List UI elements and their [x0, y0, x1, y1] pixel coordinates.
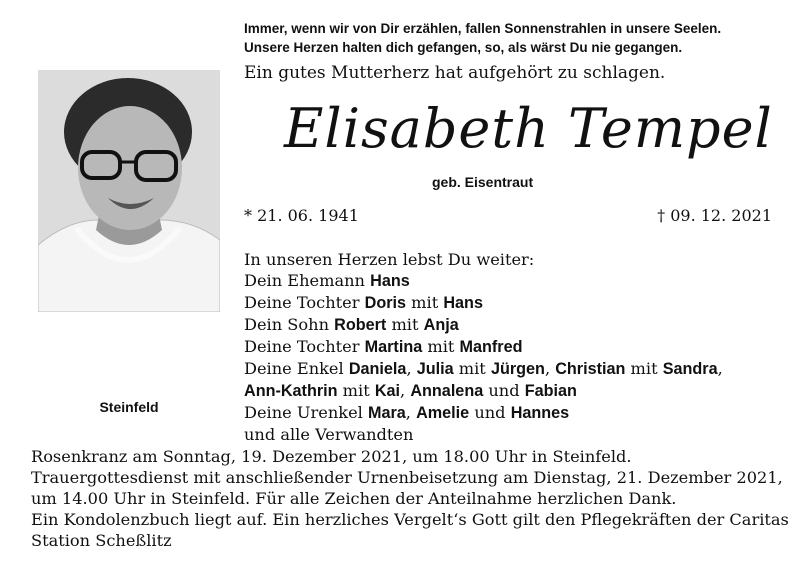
- name-bold: Christian: [555, 360, 626, 378]
- quote-line-2: Unsere Herzen halten dich gefangen, so, als wärst Du nie gegangen.: [244, 40, 683, 55]
- intro-line: Ein gutes Mutterherz hat aufgehört zu schlagen.: [244, 63, 666, 83]
- name-bold: Sandra: [662, 360, 718, 378]
- service-line-4: Ein Kondolenzbuch liegt auf. Ein herzliches Vergelt‘s Gott gilt den Pflegekräften der Caritas: [31, 510, 789, 529]
- text: ,: [717, 359, 723, 378]
- text: Deine Tochter: [244, 293, 365, 312]
- text: Dein Sohn: [244, 315, 335, 334]
- name-bold: Hans: [443, 294, 483, 312]
- name-bold: Ann-Kathrin: [244, 382, 338, 400]
- family-line-grandchildren-1: [244, 358, 723, 380]
- portrait-image: [38, 70, 220, 312]
- birth-date: * 21. 06. 1941: [244, 206, 359, 225]
- name-bold: Doris: [364, 294, 407, 312]
- name-bold: Annalena: [410, 382, 484, 400]
- name-bold: Martina: [364, 338, 423, 356]
- text: ,: [406, 359, 417, 378]
- service-line-5: Station Scheßlitz: [31, 531, 172, 550]
- service-line-1: Rosenkranz am Sonntag, 19. Dezember 2021, um 18.00 Uhr in Steinfeld.: [31, 447, 632, 466]
- family-list: [244, 249, 723, 445]
- location-label: Steinfeld: [99, 399, 159, 415]
- service-info: [31, 446, 791, 551]
- family-line-daughter-1: [244, 292, 723, 314]
- text: ,: [544, 359, 556, 378]
- text: und: [469, 403, 511, 422]
- name-bold: Fabian: [524, 382, 577, 400]
- portrait-photo: [38, 70, 220, 312]
- name-bold: Jürgen: [490, 360, 545, 378]
- name-bold: Hannes: [510, 404, 570, 422]
- family-intro: In unseren Herzen lebst Du weiter:: [244, 250, 535, 269]
- name-bold: Hans: [370, 272, 410, 290]
- name-bold: Julia: [416, 360, 454, 378]
- family-line-relatives: und alle Verwandten: [244, 425, 414, 444]
- name-bold: Kai: [374, 382, 401, 400]
- quote-line-1: Immer, wenn wir von Dir erzählen, fallen Sonnenstrahlen in unsere Seelen.: [244, 21, 722, 36]
- text: mit: [453, 359, 491, 378]
- text: ,: [400, 381, 411, 400]
- text: und: [483, 381, 525, 400]
- name-bold: Manfred: [459, 338, 523, 356]
- service-line-3: um 14.00 Uhr in Steinfeld. Für alle Zeichen der Anteilnahme herzlichen Dank.: [31, 489, 677, 508]
- death-date: † 09. 12. 2021: [657, 206, 772, 225]
- text: mit: [422, 337, 460, 356]
- text: mit: [337, 381, 375, 400]
- name-bold: Amelie: [416, 404, 470, 422]
- text: Deine Enkel: [244, 359, 349, 378]
- name-bold: Daniela: [348, 360, 407, 378]
- text: mit: [625, 359, 663, 378]
- family-line-great-grandchildren: [244, 402, 723, 424]
- text: mit: [406, 293, 444, 312]
- name-bold: Mara: [367, 404, 406, 422]
- text: ,: [405, 403, 417, 422]
- name-bold: Anja: [423, 316, 459, 334]
- text: Dein Ehemann: [244, 271, 371, 290]
- maiden-name: geb. Eisentraut: [432, 174, 534, 190]
- text: Deine Tochter: [244, 337, 365, 356]
- family-line-grandchildren-2: [244, 380, 723, 402]
- text: mit: [386, 315, 424, 334]
- text: Deine Urenkel: [244, 403, 368, 422]
- family-line-son: [244, 314, 723, 336]
- family-line-daughter-2: [244, 336, 723, 358]
- quote-block: [244, 19, 794, 57]
- service-line-2: Trauergottesdienst mit anschließender Urnenbeisetzung am Dienstag, 21. Dezember 2021,: [31, 468, 783, 487]
- family-line-spouse: [244, 270, 723, 292]
- deceased-name: Elisabeth Tempel: [284, 97, 773, 160]
- name-bold: Robert: [334, 316, 387, 334]
